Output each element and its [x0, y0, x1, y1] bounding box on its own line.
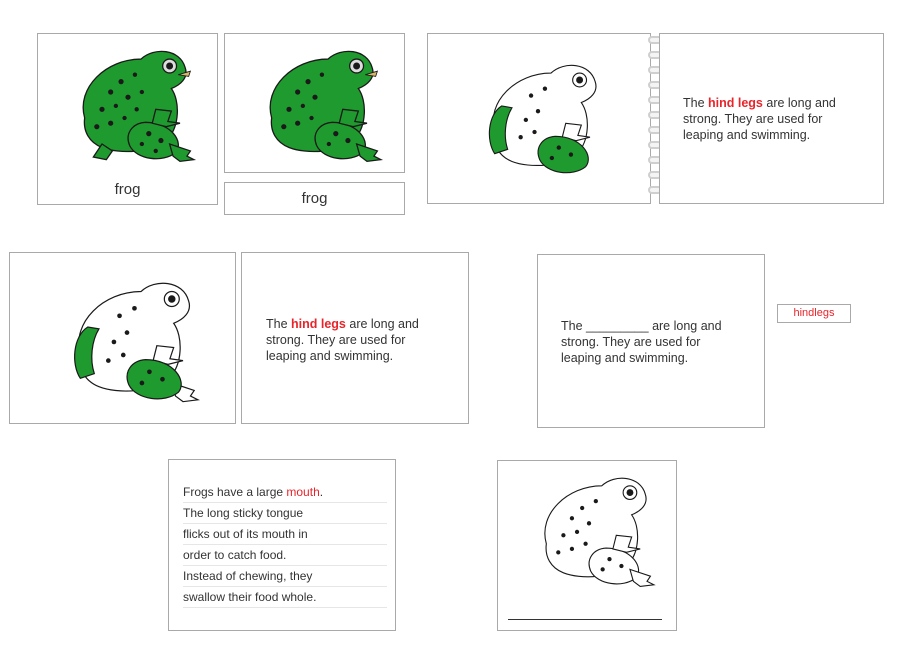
- part-description-card: [241, 252, 469, 424]
- fact-line: order to catch food.: [183, 545, 387, 566]
- highlight-term: hind legs: [708, 96, 763, 110]
- frog-green-icon: [245, 40, 385, 170]
- part-picture-card: [9, 252, 236, 424]
- fill-blank-description: The _________ are long and strong. They are used for leaping and swimming.: [561, 319, 722, 365]
- fact-line: swallow their food whole.: [183, 587, 387, 608]
- control-picture-card: [224, 33, 405, 173]
- fact-line: The long sticky tongue: [183, 503, 387, 524]
- fact-line: Frogs have a large mouth.: [183, 482, 387, 503]
- fact-line: flicks out of its mouth in: [183, 524, 387, 545]
- coloring-card: [497, 460, 677, 631]
- highlight-term: hind legs: [291, 317, 346, 331]
- booklet-right-page: [659, 33, 884, 204]
- booklet-left-page: [427, 33, 651, 204]
- frog-outline-hindlegs-icon: [52, 271, 202, 411]
- booklet-description: The hind legs are long and strong. They are used for leaping and swimming.: [683, 96, 836, 142]
- picture-card-label: frog: [114, 181, 141, 198]
- frog-green-icon: [58, 40, 198, 170]
- fact-line: Instead of chewing, they: [183, 566, 387, 587]
- blank-line: _________: [586, 319, 649, 333]
- part-description: The hind legs are long and strong. They are used for leaping and swimming.: [266, 317, 419, 363]
- write-line: [508, 619, 662, 620]
- label-card: [224, 182, 405, 215]
- frog-outline-hindlegs-icon: [468, 54, 608, 184]
- answer-tag: [777, 304, 851, 323]
- picture-card: [37, 33, 218, 205]
- fact-card: [168, 459, 396, 631]
- label-card-text: frog: [301, 190, 328, 207]
- answer-tag-text: hindlegs: [793, 307, 835, 319]
- frog-outline-icon: [520, 467, 658, 595]
- fill-blank-card: [537, 254, 765, 428]
